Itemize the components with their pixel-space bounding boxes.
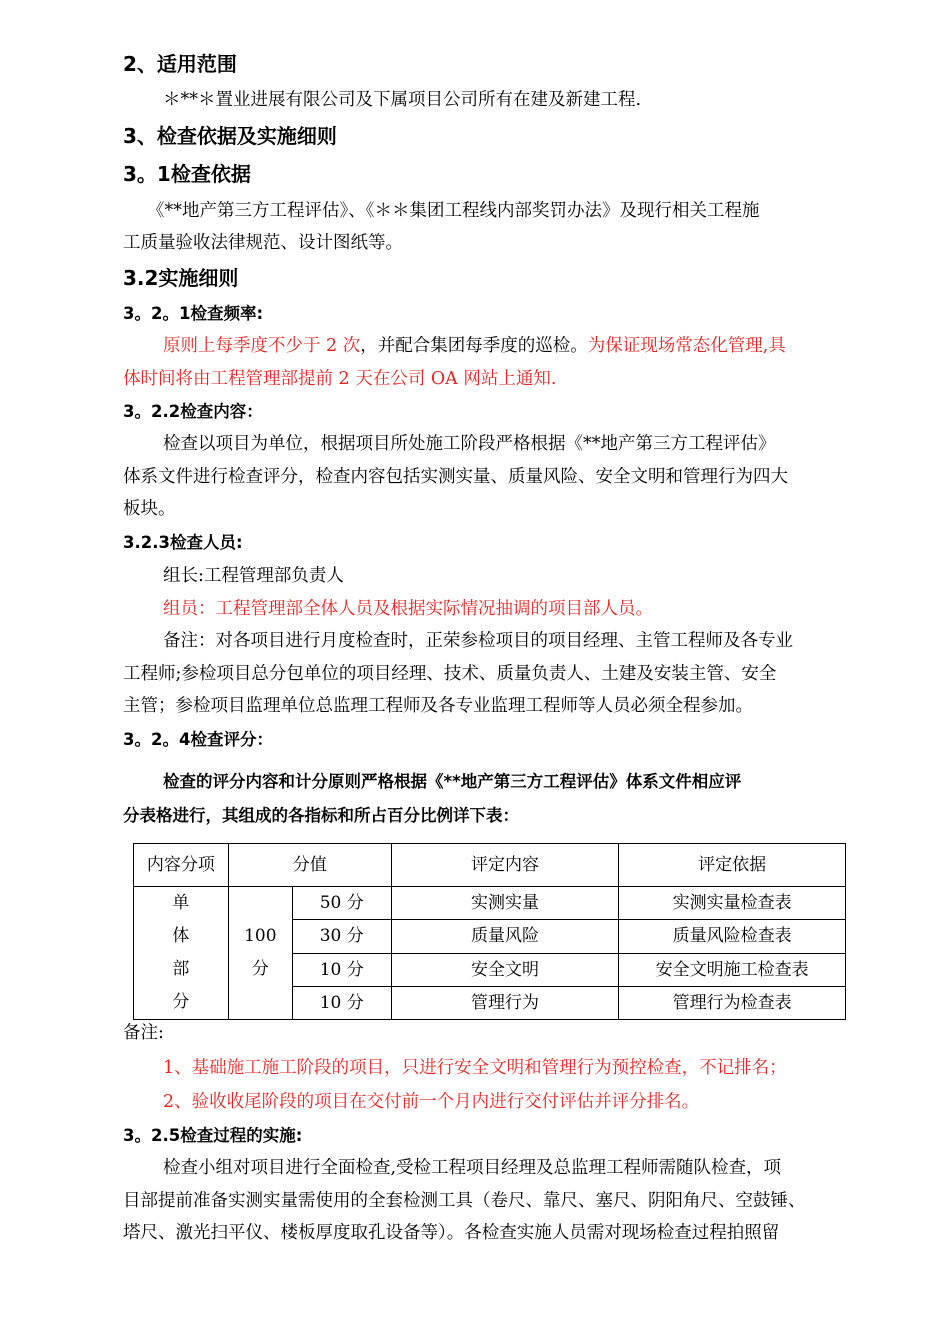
basis-cell: 安全文明施工检查表: [619, 953, 846, 986]
section-3-heading: 3、检查依据及实施细则: [123, 124, 337, 148]
score-cell: 50 分: [292, 887, 391, 920]
header-evaluation-basis: 评定依据: [619, 844, 846, 887]
section-3-2-2-heading: 3。2.2检查内容：: [123, 402, 263, 421]
scoring-intro-line-2: 分表格进行，其组成的各指标和所占百分比例详下表：: [123, 806, 519, 825]
group-label-char: 体: [172, 926, 190, 946]
score-cell: 10 分: [292, 986, 391, 1019]
total-score-cell: [228, 887, 292, 1020]
remark-line-1: 1、基础施工施工阶段的项目，只进行安全文明和管理行为预控检查，不记排名；: [163, 1058, 787, 1078]
section-3-1-line-1: 《**地产第三方工程评估》、《＊＊集团工程线内部奖罚办法》及现行相关工程施: [147, 201, 760, 221]
section-3-2-1-heading: 3。2。1检查频率:: [123, 304, 264, 323]
group-label-char: 单: [172, 893, 190, 913]
score-cell: 30 分: [292, 920, 391, 953]
inspection-process-line-2: 目部提前准备实测实量需使用的全套检测工具（卷尺、靠尺、塞尺、阴阳角尺、空鼓锤、: [123, 1191, 806, 1211]
table-row: [134, 887, 846, 920]
personnel-note-line-3: 主管；参检项目监理单位总监理工程师及各专业监理工程师等人员必须全程参加。: [123, 696, 753, 716]
remark-line-2: 2、验收收尾阶段的项目在交付前一个月内进行交付评估并评分排名。: [163, 1092, 700, 1112]
frequency-patrol-text: ，并配合集团每季度的巡检。: [360, 336, 588, 356]
inspection-process-line-3: 塔尺、激光扫平仪、楼板厚度取孔设备等）。各检查实施人员需对现场检查过程拍照留: [123, 1223, 780, 1243]
section-3-1-line-2: 工质量验收法律规范、设计图纸等。: [123, 233, 403, 253]
team-members-text: 组员：工程管理部全体人员及根据实际情况抽调的项目部人员。: [163, 599, 653, 619]
basis-cell: 质量风险检查表: [619, 920, 846, 953]
group-label-cell: [134, 887, 229, 1020]
score-cell: 10 分: [292, 953, 391, 986]
header-evaluation-content: 评定内容: [391, 844, 619, 887]
content-cell: 质量风险: [391, 920, 619, 953]
section-3-2-heading: 3.2实施细则: [123, 266, 239, 290]
content-cell: 安全文明: [391, 953, 619, 986]
section-3-2-2-line-2: 体系文件进行检查评分，检查内容包括实测实量、质量风险、安全文明和管理行为四大: [123, 467, 788, 487]
section-3-2-3-heading: 3.2.3检查人员:: [123, 533, 243, 552]
inspection-process-line-1: 检查小组对项目进行全面检查,受检工程项目经理及总监理工程师需随队检查，项: [163, 1158, 782, 1178]
section-3-1-heading: 3。1检查依据: [123, 162, 251, 186]
personnel-note-line-2: 工程师;参检项目总分包单位的项目经理、技术、质量负责人、土建及安装主管、安全: [123, 664, 777, 684]
section-3-2-1-line-1: [163, 334, 786, 358]
section-3-2-1-line-2: 体时间将由工程管理部提前 2 天在公司 OA 网站上通知.: [123, 369, 557, 389]
section-2-heading: 2、适用范围: [123, 52, 237, 76]
frequency-routine-text: 为保证现场常态化管理,具: [587, 336, 786, 356]
group-label-char: 部: [172, 959, 190, 979]
scoring-intro-line-1: 检查的评分内容和计分原则严格根据《**地产第三方工程评估》体系文件相应评: [163, 772, 742, 791]
group-label-char: 分: [172, 992, 190, 1012]
basis-cell: 管理行为检查表: [619, 986, 846, 1019]
team-leader-text: 组长:工程管理部负责人: [163, 566, 344, 586]
total-score-value: 100: [244, 926, 277, 946]
header-score: 分值: [228, 844, 391, 887]
content-cell: 实测实量: [391, 887, 619, 920]
section-2-body: ＊**＊置业进展有限公司及下属项目公司所有在建及新建工程.: [163, 90, 642, 110]
basis-cell: 实测实量检查表: [619, 887, 846, 920]
section-3-2-4-heading: 3。2。4检查评分：: [123, 730, 273, 749]
total-score-unit: 分: [251, 959, 269, 979]
table-header-row: [134, 844, 846, 887]
section-3-2-2-line-1: 检查以项目为单位，根据项目所处施工阶段严格根据《**地产第三方工程评估》: [163, 434, 776, 454]
frequency-rule-text: 原则上每季度不少于 2 次: [163, 336, 361, 356]
personnel-note-line-1: 备注：对各项目进行月度检查时，正荣参检项目的项目经理、主管工程师及各专业: [163, 631, 793, 651]
remark-label: 备注:: [123, 1023, 164, 1043]
section-3-2-2-line-3: 板块。: [123, 499, 176, 519]
scoring-table: [133, 843, 846, 1020]
header-content-item: 内容分项: [134, 844, 229, 887]
content-cell: 管理行为: [391, 986, 619, 1019]
section-3-2-5-heading: 3。2.5检查过程的实施:: [123, 1126, 303, 1145]
